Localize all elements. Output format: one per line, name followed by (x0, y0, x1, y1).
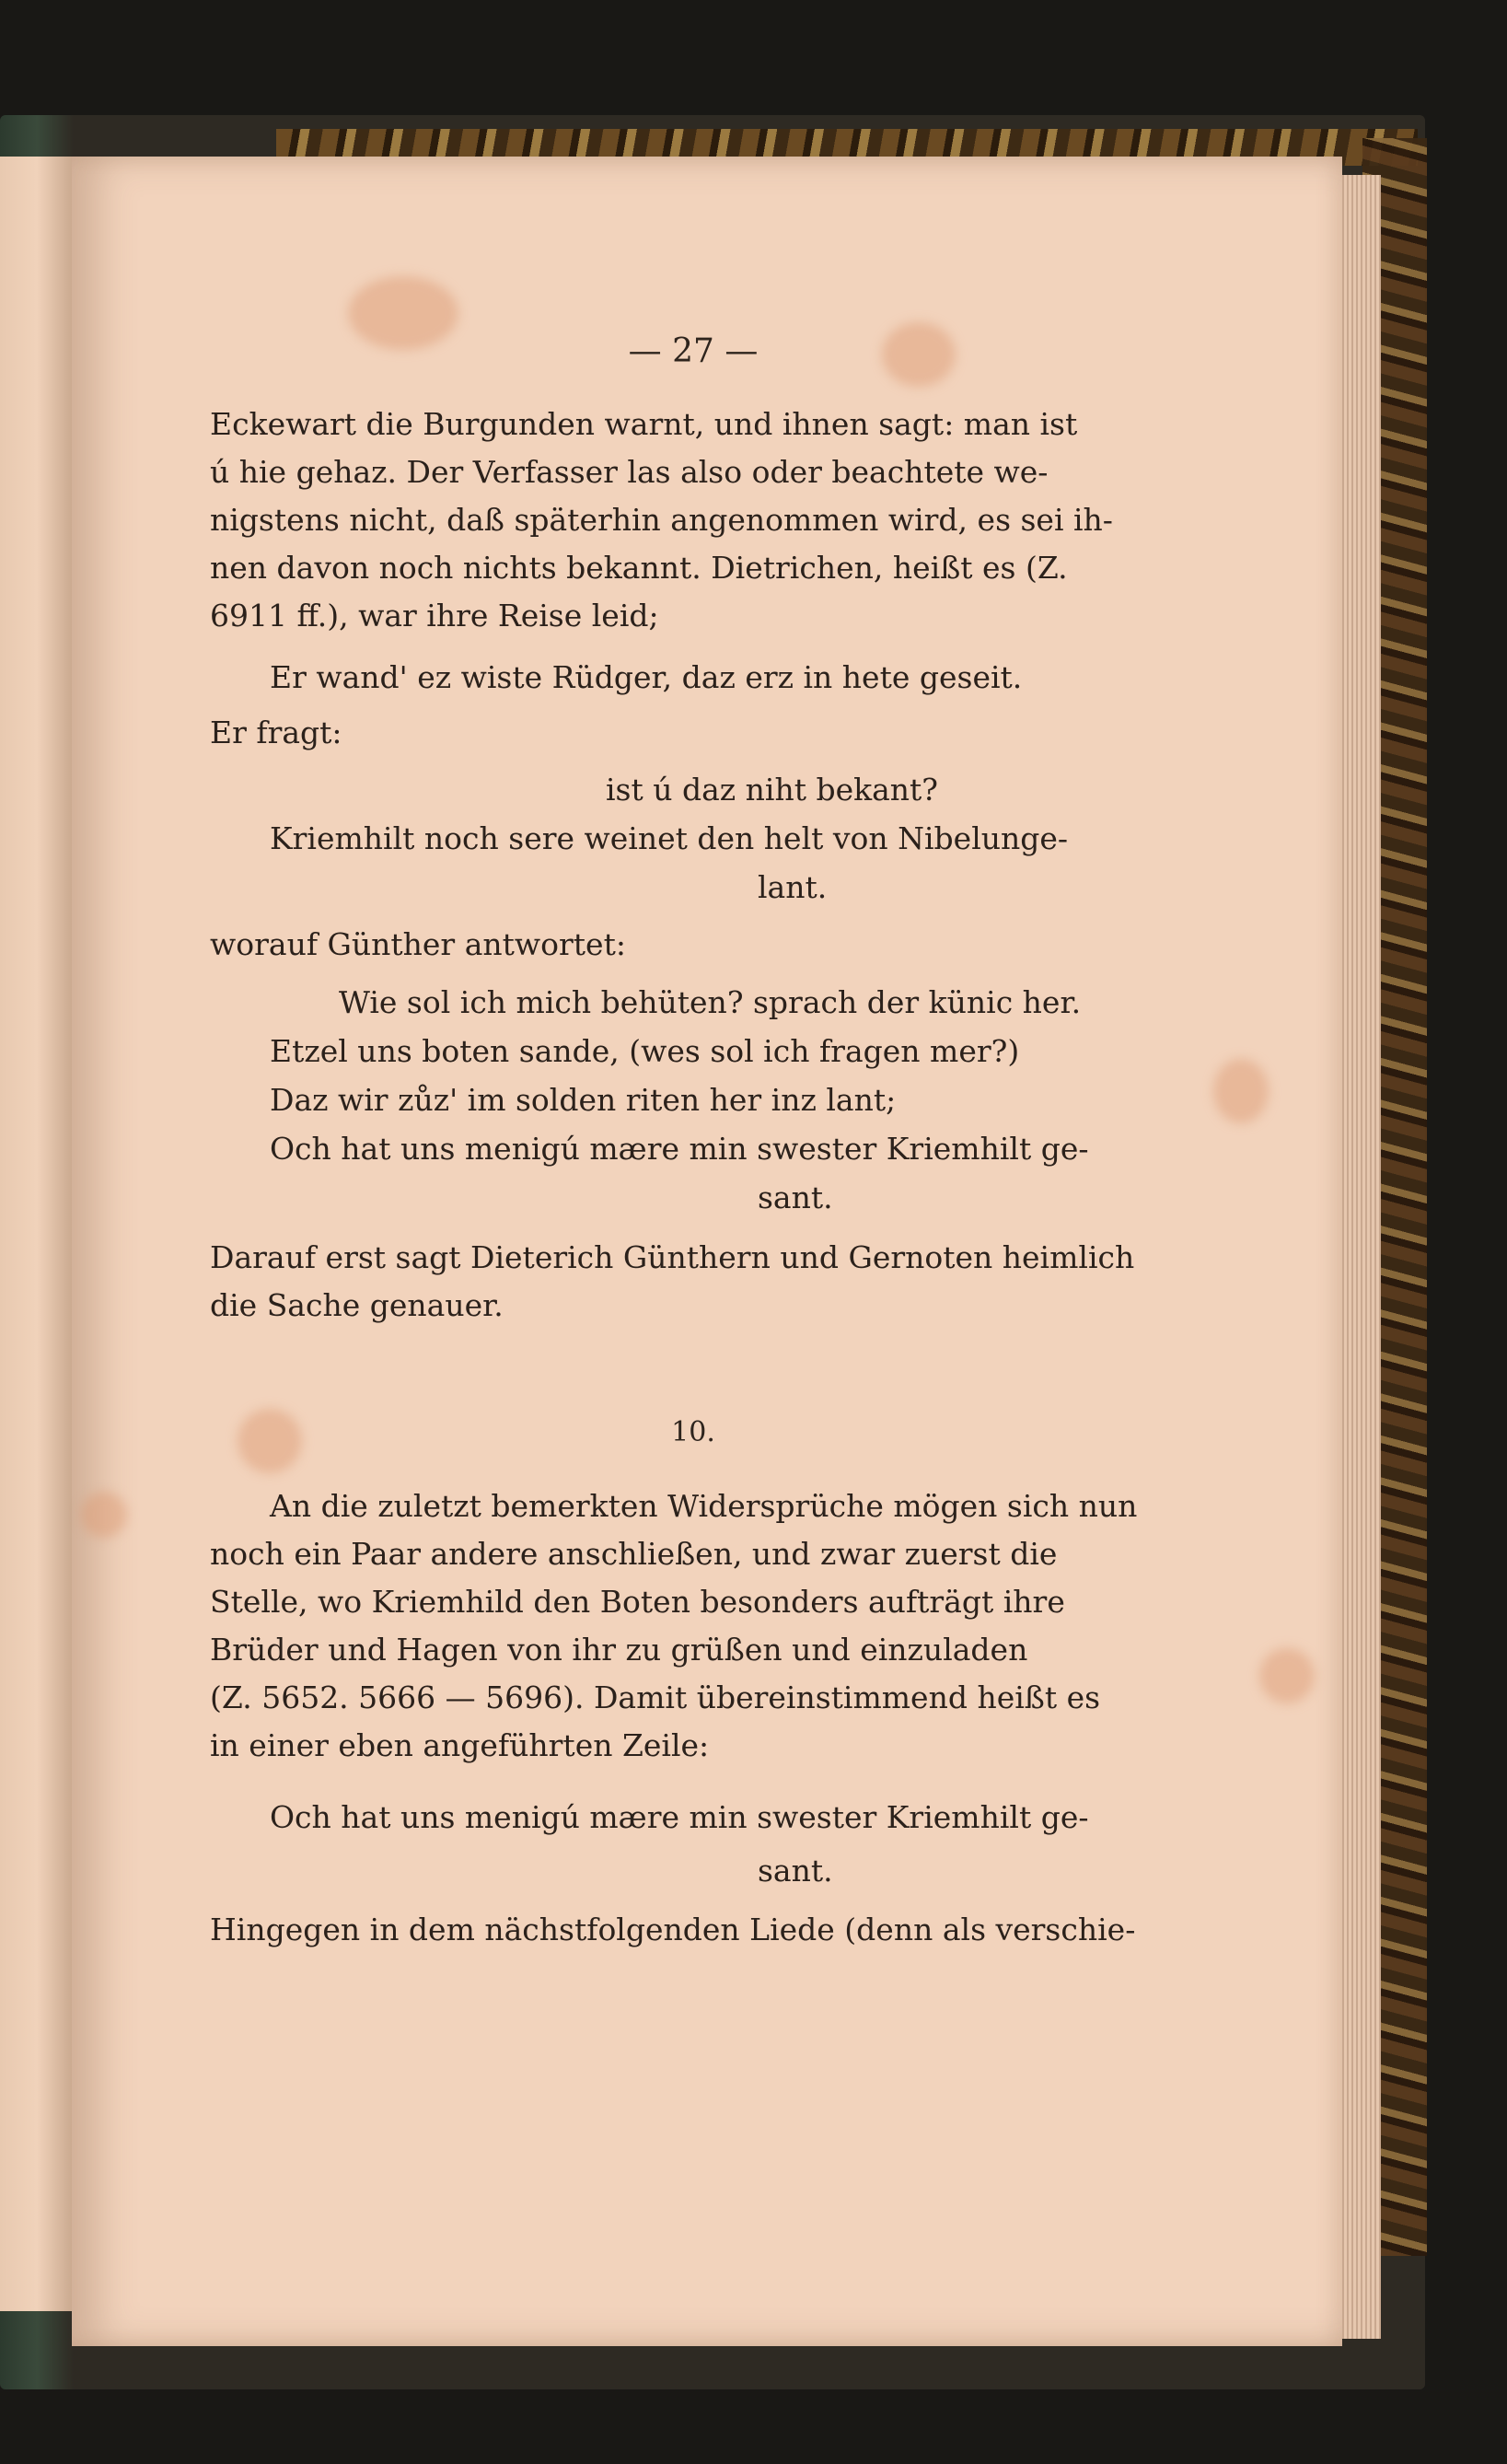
verse-line: Wie sol ich mich behüten? sprach der künic her. (339, 984, 1082, 1020)
text-line: Stelle, wo Kriemhild den Boten besonders aufträgt ihre (210, 1584, 1065, 1620)
left-page-edge (0, 157, 74, 2311)
text-line: Brüder und Hagen von ihr zu grüßen und einzuladen (210, 1632, 1028, 1668)
verse-line: Daz wir zůz' im solden riten her inz lant; (270, 1082, 897, 1118)
text-line: Eckewart die Burgunden warnt, und ihnen sagt: man ist (210, 406, 1078, 442)
text-line: ú hie gehaz. Der Verfasser las also oder beachtete we- (210, 454, 1049, 490)
verse-line: Kriemhilt noch sere weinet den helt von Nibelunge- (270, 820, 1069, 856)
page-text (72, 157, 1342, 2346)
text-line: Hingegen in dem nächstfolgenden Liede (denn als verschie- (210, 1912, 1136, 1947)
text-line: (Z. 5652. 5666 — 5696). Damit übereinstimmend heißt es (210, 1679, 1101, 1715)
text-line: nen davon noch nichts bekannt. Dietrichen, heißt es (Z. (210, 550, 1068, 586)
verse-line: Etzel uns boten sande, (wes sol ich fragen mer?) (270, 1033, 1020, 1069)
verse-line: Och hat uns menigú mære min swester Kriemhilt ge- (270, 1131, 1089, 1167)
text-line: in einer eben angeführten Zeile: (210, 1727, 710, 1763)
verse-line: Er wand' ez wiste Rüdger, daz erz in hete geseit. (270, 659, 1023, 695)
section-number: 10. (671, 1416, 715, 1448)
verse-line: sant. (758, 1853, 833, 1889)
book-page (72, 157, 1342, 2346)
verse-line: ist ú daz niht bekant? (606, 772, 939, 808)
text-line: worauf Günther antwortet: (210, 926, 626, 962)
page-number: — 27 — (628, 332, 759, 370)
text-line: Darauf erst sagt Dieterich Günthern und Gernoten heimlich (210, 1239, 1135, 1275)
text-line: noch ein Paar andere anschließen, und zwar zuerst die (210, 1536, 1058, 1572)
text-line: die Sache genauer. (210, 1287, 504, 1323)
text-line: An die zuletzt bemerkten Widersprüche mögen sich nun (270, 1488, 1138, 1524)
verse-line: lant. (758, 869, 828, 905)
text-line: nigstens nicht, daß späterhin angenommen wird, es sei ih- (210, 502, 1113, 538)
text-line: Er fragt: (210, 715, 342, 750)
verse-line: sant. (758, 1180, 833, 1215)
text-line: 6911 ff.), war ihre Reise leid; (210, 598, 659, 633)
verse-line: Och hat uns menigú mære min swester Kriemhilt ge- (270, 1799, 1089, 1835)
